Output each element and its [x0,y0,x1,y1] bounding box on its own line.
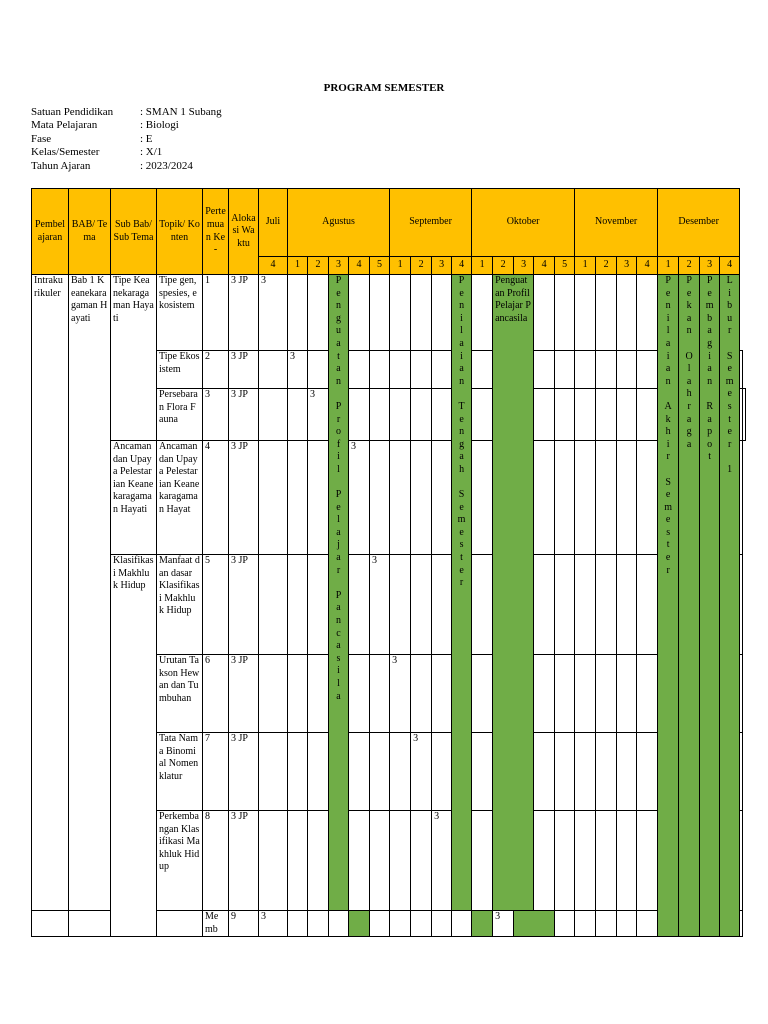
pertemuan-cell: 1 [203,275,229,351]
alokasi-cell: 3 JP [229,811,259,911]
pertemuan-cell: 5 [203,555,229,655]
week-empty [370,389,390,441]
week-empty [555,811,575,911]
week-cell: 4 [349,257,370,275]
alokasi-cell: 3 JP [229,389,259,441]
event-text: P e n i l a i a n A k h i r S e m e s t e r [664,275,673,576]
page-title: PROGRAM SEMESTER [323,82,445,94]
pertemuan-cell: 6 [203,655,229,733]
week-cell: 5 [370,257,390,275]
week-empty [308,733,329,811]
bab-cell [69,911,111,937]
pertemuan-cell: 3 [203,389,229,441]
week-empty [308,911,329,937]
week-cell: 2 [679,257,700,275]
week-mark: 3 [370,555,390,655]
week-empty [288,811,308,911]
table-row [32,441,746,555]
week-empty [411,389,432,441]
week-empty [370,811,390,911]
week-empty [370,441,390,555]
alokasi-cell: 3 JP [229,655,259,733]
week-empty [534,555,555,655]
alokasi-cell: 3 JP [229,441,259,555]
week-empty [349,733,370,811]
week-empty [596,275,617,351]
week-empty [390,811,411,911]
info-value: : E [140,132,153,145]
event-oktober-2: Penguatan Profil Pelajar Pancasila [493,275,534,911]
header-bab: BAB/ Tema [69,189,111,275]
week-empty [575,275,596,351]
header-topik: Topik/ Konten [157,189,203,275]
event-desember-1 [658,275,679,937]
week-empty [575,655,596,733]
pembelajaran-cell: Intrakurikuler [32,275,69,911]
week-empty [411,655,432,733]
week-empty [259,389,288,441]
week-empty [259,351,288,389]
topik-cell: Memb [203,911,229,937]
week-empty [349,389,370,441]
week-empty [390,555,411,655]
event-desember-2 [679,275,700,937]
week-empty [617,911,637,937]
week-empty [596,655,617,733]
week-empty [472,275,493,351]
week-mark: 3 [411,733,432,811]
event-oktober-2-cont [514,911,555,937]
week-empty [472,389,493,441]
week-empty [555,733,575,811]
week-empty [740,811,743,911]
pertemuan-cell: 9 [229,911,259,937]
week-empty [432,655,452,733]
week-empty [637,555,658,655]
week-empty [390,441,411,555]
week-empty [617,351,637,389]
week-empty [432,389,452,441]
week-empty [534,275,555,351]
week-cell: 1 [575,257,596,275]
info-label: Kelas/Semester [31,146,100,159]
week-empty [575,441,596,555]
week-empty [637,733,658,811]
week-mark: 3 [349,441,370,555]
info-value: : Biologi [140,119,179,132]
event-text: P e n i l a i a n T e n g a h S e m e s t e r [457,275,466,589]
week-empty [308,351,329,389]
pertemuan-cell: 8 [203,811,229,911]
week-empty [617,275,637,351]
topik-cell: Urutan Takson Hewan dan Tumbuhan [157,655,203,733]
week-empty [596,389,617,441]
week-empty [740,911,743,937]
week-empty [575,351,596,389]
week-empty [411,351,432,389]
topik-cell: Manfaat dan dasar Klasifikasi Makhluk Hidup [157,555,203,655]
subbab-cell: Klasifikasi Makhluk Hidup [111,555,157,937]
week-mark: 3 [308,389,329,441]
week-empty [259,733,288,811]
event-agustus-3 [329,275,349,911]
topik-cell: Tipe gen, spesies, ekosistem [157,275,203,351]
week-empty [308,555,329,655]
bab-cell: Bab 1 Keanekaragaman Hayati [69,275,111,911]
topik-cell: Tata Nama Binomial Nomenklatur [157,733,203,811]
week-empty [349,275,370,351]
week-empty [575,555,596,655]
table-row [32,555,746,655]
info-value: : 2023/2024 [140,159,193,172]
week-empty [555,911,575,937]
topik-cell: Persebaran Flora Fauna [157,389,203,441]
week-empty [288,911,308,937]
week-empty [288,275,308,351]
week-empty [472,555,493,655]
week-empty [259,655,288,733]
week-empty [390,389,411,441]
week-empty [288,733,308,811]
week-empty [259,555,288,655]
week-empty [349,811,370,911]
header-alokasi: Alokasi Waktu [229,189,259,275]
week-empty [637,811,658,911]
info-label: Mata Pelajaran [31,119,98,132]
week-empty [472,733,493,811]
week-cell: 1 [472,257,493,275]
week-empty [472,655,493,733]
week-mark: 3 [288,351,308,389]
week-empty [534,441,555,555]
week-empty [411,441,432,555]
week-cell: 4 [259,257,288,275]
week-empty [555,441,575,555]
week-empty [740,441,743,555]
week-empty [596,351,617,389]
week-empty [575,811,596,911]
week-empty [432,351,452,389]
week-empty [452,911,472,937]
week-empty [432,441,452,555]
week-empty [617,441,637,555]
subbab-cell [157,911,203,937]
event-desember-3 [700,275,720,937]
week-empty [349,555,370,655]
week-empty [555,275,575,351]
week-empty [411,811,432,911]
week-cell: 5 [555,257,575,275]
week-empty [329,911,349,937]
week-empty [743,389,746,441]
event-desember-4 [720,275,740,937]
week-empty [370,911,390,937]
info-value: : X/1 [140,146,163,159]
alokasi-cell: 3 JP [229,733,259,811]
program-semester-table [31,188,746,937]
week-cell: 2 [596,257,617,275]
week-empty [740,655,743,733]
week-empty [390,733,411,811]
week-empty [349,351,370,389]
pertemuan-cell: 2 [203,351,229,389]
event-text: P e n g u a t a n P r o f i l P e l a j a r P a n c a s i l a [335,275,342,702]
week-empty [308,275,329,351]
week-empty [637,655,658,733]
week-mark: 3 [432,811,452,911]
week-empty [411,911,432,937]
week-empty [740,555,743,655]
week-cell: 3 [432,257,452,275]
week-empty [637,441,658,555]
week-empty [555,351,575,389]
week-empty [432,555,452,655]
week-cell: 3 [329,257,349,275]
week-empty [575,733,596,811]
week-mark: 3 [259,275,288,351]
week-cell: 3 [617,257,637,275]
week-cell: 3 [700,257,720,275]
event-text: P e m b a g i a n R a p o t [705,275,714,463]
header-month-agustus: Agustus [288,189,390,257]
week-cell: 4 [452,257,472,275]
info-label: Fase [31,132,52,145]
week-empty [637,275,658,351]
week-cell: 2 [411,257,432,275]
week-mark: 3 [493,911,514,937]
week-empty [534,811,555,911]
week-cell: 4 [534,257,555,275]
event-text: L i b u r S e m e s t e r 1 [725,275,734,475]
week-empty [472,811,493,911]
header-month-oktober: Oktober [472,189,575,257]
week-empty [472,441,493,555]
week-empty [617,655,637,733]
week-empty [308,441,329,555]
week-mark: 3 [390,655,411,733]
event-september-4-cont [472,911,493,937]
table-row [32,275,746,351]
week-empty [617,555,637,655]
week-cell: 1 [658,257,679,275]
week-empty [308,811,329,911]
week-empty [575,911,596,937]
week-cell: 1 [288,257,308,275]
week-empty [534,389,555,441]
week-empty [740,733,743,811]
week-empty [596,555,617,655]
week-cell: 4 [720,257,740,275]
week-cell: 3 [514,257,534,275]
week-empty [288,655,308,733]
info-value: : SMAN 1 Subang [140,106,222,118]
week-empty [637,389,658,441]
header-month-november: November [575,189,658,257]
header-pembelajaran: Pembelajaran [32,189,69,275]
week-empty [740,351,743,389]
week-cell: 4 [637,257,658,275]
subbab-cell: Tipe Keanekaragaman Hayati [111,275,157,441]
alokasi-cell: 3 JP [229,275,259,351]
header-month-desember: Desember [658,189,740,257]
week-empty [288,441,308,555]
week-empty [555,555,575,655]
week-empty [555,655,575,733]
week-empty [534,351,555,389]
week-empty [596,441,617,555]
week-empty [370,655,390,733]
pertemuan-cell: 4 [203,441,229,555]
alokasi-cell: 3 JP [229,351,259,389]
info-label: Tahun Ajaran [31,159,91,172]
header-subbab: Sub Bab/ Sub Tema [111,189,157,275]
week-empty [308,655,329,733]
week-empty [637,351,658,389]
week-empty [411,275,432,351]
week-empty [596,911,617,937]
header-month-september: September [390,189,472,257]
week-empty [390,911,411,937]
pembelajaran-cell [32,911,69,937]
week-empty [617,811,637,911]
week-empty [370,733,390,811]
week-empty [349,655,370,733]
event-text: P e k a n O l a h r a g a [685,275,693,450]
header-row-months [32,189,746,257]
alokasi-cell: 3 [259,911,288,937]
week-empty [370,351,390,389]
week-empty [432,733,452,811]
week-cell: 1 [390,257,411,275]
header-pertemuan: Pertemuan Ke- [203,189,229,275]
event-agustus-3-cont [349,911,370,937]
week-empty [472,351,493,389]
week-empty [534,733,555,811]
week-empty [259,441,288,555]
week-empty [390,275,411,351]
week-empty [288,389,308,441]
alokasi-cell: 3 JP [229,555,259,655]
week-empty [411,555,432,655]
week-empty [555,389,575,441]
week-empty [575,389,596,441]
topik-cell: Ancaman dan Upaya Pelestarian Keanekaragaman Hayat [157,441,203,555]
week-empty [432,275,452,351]
topik-cell: Perkembangan Klasifikasi Makhluk Hidup [157,811,203,911]
week-empty [432,911,452,937]
week-empty [596,811,617,911]
subbab-cell: Ancaman dan Upaya Pelestarian Keanekaragaman Hayati [111,441,157,555]
week-empty [288,555,308,655]
info-label: Satuan Pendidikan [31,106,114,118]
week-empty [370,275,390,351]
week-cell: 2 [308,257,329,275]
header-month-juli: Juli [259,189,288,257]
week-empty [637,911,658,937]
week-empty [259,811,288,911]
week-empty [390,351,411,389]
week-cell: 2 [493,257,514,275]
week-empty [596,733,617,811]
event-september-4 [452,275,472,911]
week-empty [534,655,555,733]
topik-cell: Tipe Ekosistem [157,351,203,389]
week-empty [617,733,637,811]
pertemuan-cell: 7 [203,733,229,811]
week-empty [617,389,637,441]
